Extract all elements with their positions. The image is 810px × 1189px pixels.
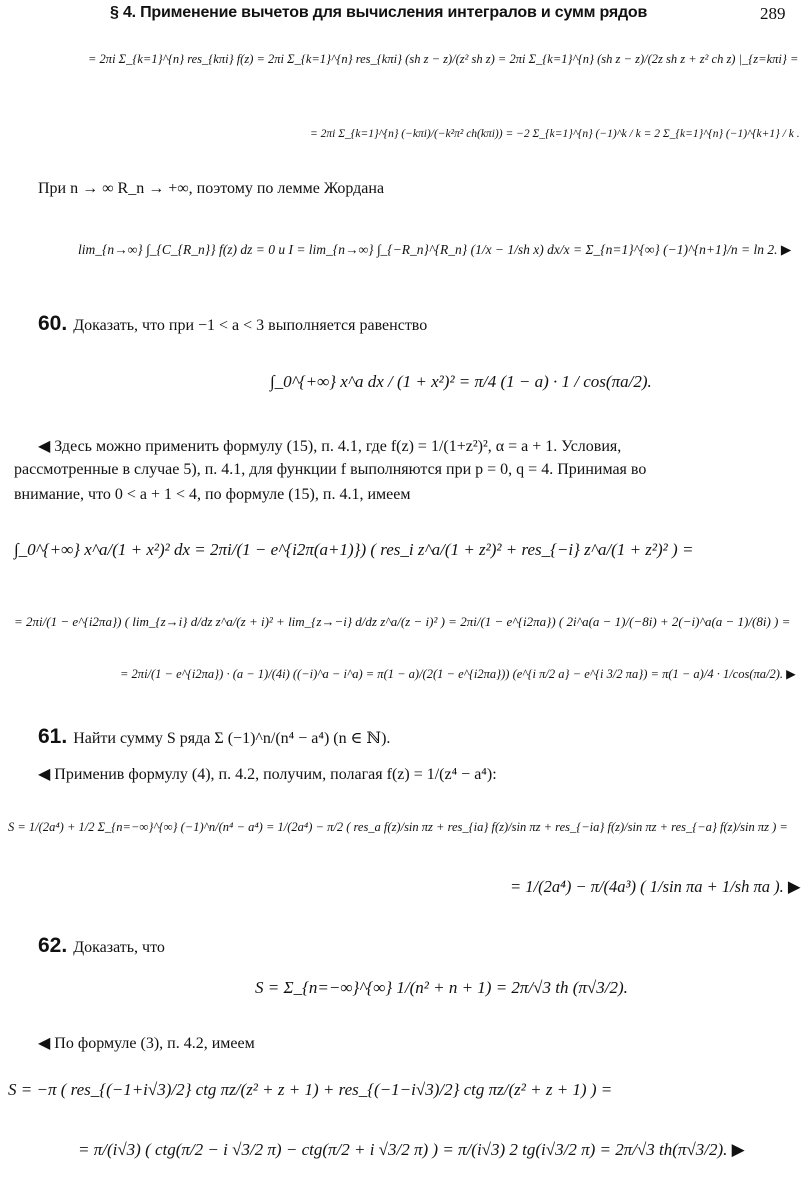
problem-number: 61. <box>38 725 68 748</box>
text-line: При n → ∞ R_n → +∞, поэтому по лемме Жордана <box>38 180 385 197</box>
text-line: ◀ Здесь можно применить формулу (15), п. 4.1, где f(z) = 1/(1+z²)², α = a + 1. Условия, <box>38 438 622 455</box>
problem-statement: Доказать, что <box>73 939 165 956</box>
problem-statement: Найти сумму S ряда Σ (−1)^n/(n⁴ − a⁴) (n ∈ ℕ). <box>73 730 391 747</box>
text-line: рассмотренные в случае 5), п. 4.1, для функции f выполняются при p = 0, q = 4. Принимая во <box>14 461 647 478</box>
equation-line: = 2πi/(1 − e^{i2πa}) · (a − 1)/(4i) ((−i)^a − i^a) = π(1 − a)/(2(1 − e^{i2πa})) (e^{i π/2 a} − e^{i 3/2 πa}) = π(1 − a)/4 · 1/cos(πa/2). ▶ <box>120 667 796 681</box>
equation-line: = π/(i√3) ( ctg(π/2 − i √3/2 π) − ctg(π/2 + i √3/2 π) ) = π/(i√3) 2 tg(i√3/2 π) = 2π/√3 th(π√3/2). ▶ <box>78 1140 745 1159</box>
equation-line: S = −π ( res_{(−1+i√3)/2} ctg πz/(z² + z + 1) + res_{(−1−i√3)/2} ctg πz/(z² + z + 1) ) = <box>8 1080 613 1099</box>
problem-number: 62. <box>38 934 68 957</box>
equation-line: ∫_0^{+∞} x^a/(1 + x²)² dx = 2πi/(1 − e^{i2π(a+1)}) ( res_i z^a/(1 + z²)² + res_{−i} z^a/(1 + z²)² ) = <box>14 540 694 559</box>
equation-line: ∫_0^{+∞} x^a dx / (1 + x²)² = π/4 (1 − a) · 1 / cos(πa/2). <box>270 372 652 391</box>
text-line: ◀ Применив формулу (4), п. 4.2, получим, полагая f(z) = 1/(z⁴ − a⁴): <box>38 766 497 783</box>
equation-line: S = Σ_{n=−∞}^{∞} 1/(n² + n + 1) = 2π/√3 th (π√3/2). <box>255 978 628 997</box>
problem-60 <box>38 312 427 336</box>
equation-line: = 2πi Σ_{k=1}^{n} res_{kπi} f(z) = 2πi Σ_{k=1}^{n} res_{kπi} (sh z − z)/(z² sh z) = 2πi Σ_{k=1}^{n} (sh z − z)/(2z sh z + z² ch z) |_{z=kπi} = <box>88 52 799 66</box>
text-line: внимание, что 0 < a + 1 < 4, по формуле (15), п. 4.1, имеем <box>14 486 411 503</box>
equation-line: = 2πi Σ_{k=1}^{n} (−kπi)/(−k²π² ch(kπi)) = −2 Σ_{k=1}^{n} (−1)^k / k = 2 Σ_{k=1}^{n} (−1)^{k+1} / k . <box>310 128 800 140</box>
problem-61 <box>38 725 390 749</box>
equation-line: = 2πi/(1 − e^{i2πa}) ( lim_{z→i} d/dz z^a/(z + i)² + lim_{z→−i} d/dz z^a/(z − i)² ) = 2πi/(1 − e^{i2πa}) ( 2i^a(a − 1)/(−8i) + 2(−i)^a(a − 1)/(8i) ) = <box>14 614 791 629</box>
problem-62 <box>38 934 165 958</box>
equation-line: lim_{n→∞} ∫_{C_{R_n}} f(z) dz = 0 и I = lim_{n→∞} ∫_{−R_n}^{R_n} (1/x − 1/sh x) dx/x = Σ_{n=1}^{∞} (−1)^{n+1}/n = ln 2. ▶ <box>78 242 792 257</box>
equation-line: = 1/(2a⁴) − π/(4a³) ( 1/sin πa + 1/sh πa ). ▶ <box>510 877 801 896</box>
running-header: § 4. Применение вычетов для вычисления интегралов и сумм рядов <box>110 4 648 21</box>
problem-number: 60. <box>38 312 68 335</box>
problem-statement: Доказать, что при −1 < a < 3 выполняется равенство <box>73 317 428 334</box>
equation-line: S = 1/(2a⁴) + 1/2 Σ_{n=−∞}^{∞} (−1)^n/(n⁴ − a⁴) = 1/(2a⁴) − π/2 ( res_a f(z)/sin πz + res_{ia} f(z)/sin πz + res_{−ia} f(z)/sin πz + res_{−a} f(z)/sin πz ) = <box>8 820 788 834</box>
page-number: 289 <box>760 4 786 23</box>
text-line: ◀ По формуле (3), п. 4.2, имеем <box>38 1035 255 1052</box>
